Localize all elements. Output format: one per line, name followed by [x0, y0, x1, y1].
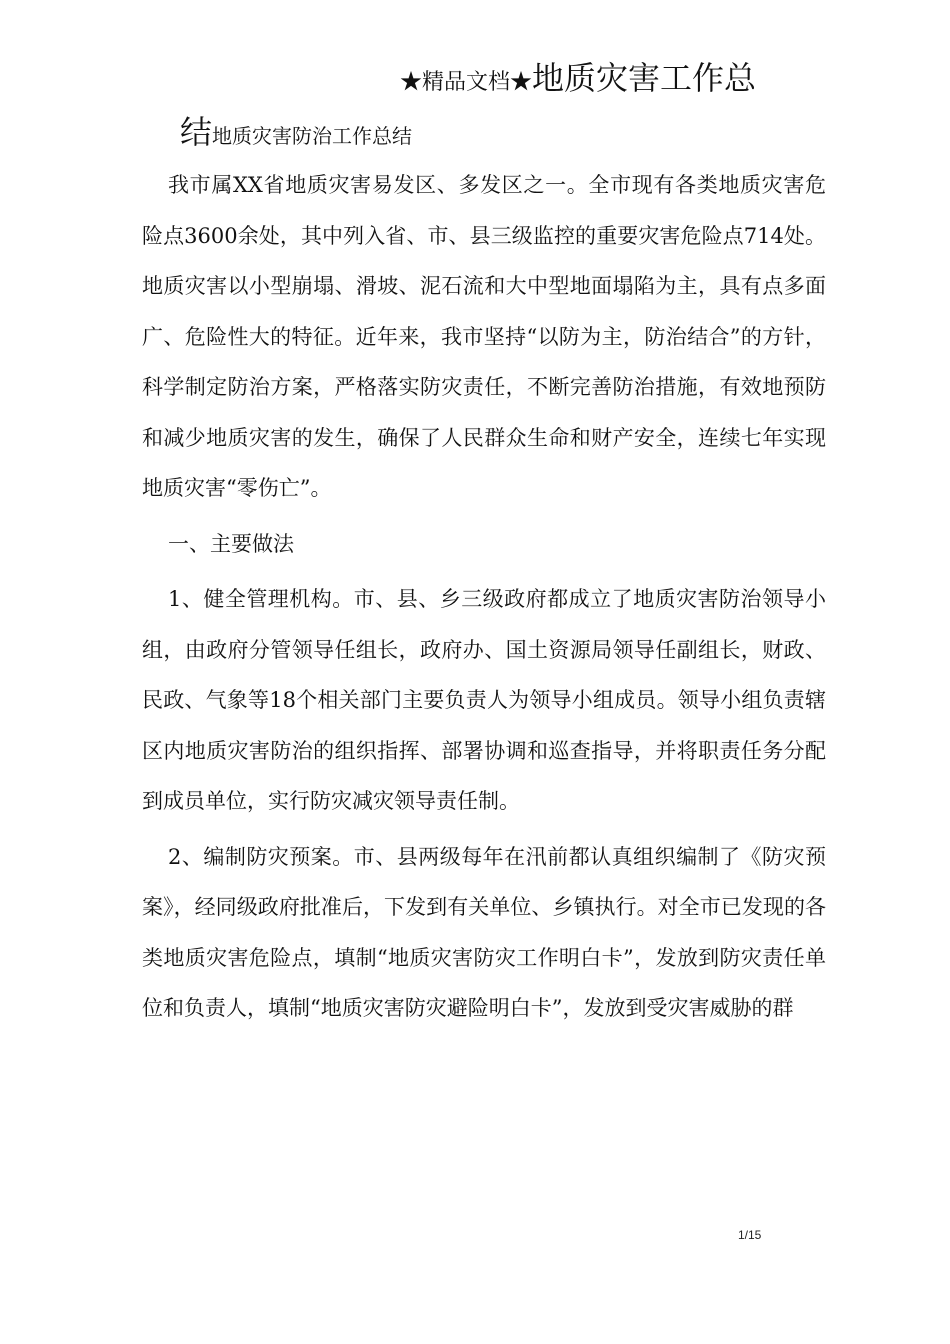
intro-paragraph: 我市属XX省地质灾害易发区、多发区之一。全市现有各类地质灾害危险点3600余处，其中列入省、市、县三级监控的重要灾害危险点714处。地质灾害以小型崩塌、滑坡、泥石流和大中型地面塌陷为主，具有点多面广、危险性大的特征。近年来，我市坚持“以防为主，防治结合”的方针，科学制定防治方案，严格落实防灾责任，不断完善防治措施，有效地预防和减少地质灾害的发生，确保了人民群众生命和财产安全，连续七年实现地质灾害“零伤亡”。 — [142, 173, 826, 500]
document-body — [142, 160, 826, 1039]
document-title — [400, 58, 756, 104]
title-overflow-char: 结 — [180, 113, 213, 151]
title-continuation — [180, 112, 412, 158]
body-paragraph-1: 1、健全管理机构。市、县、乡三级政府都成立了地质灾害防治领导小组，由政府分管领导任组长，政府办、国土资源局领导任副组长，财政、民政、气象等18个相关部门主要负责人为领导小组成员。领导小组负责辖区内地质灾害防治的组织指挥、部署协调和巡查指导，并将职责任务分配到成员单位，实行防灾减灾领导责任制。 — [142, 587, 826, 813]
section-heading: 一、主要做法 — [168, 531, 294, 556]
document-subtitle: 地质灾害防治工作总结 — [212, 124, 413, 148]
title-prefix: ★精品文档★ — [400, 70, 533, 95]
title-main: 地质灾害工作总 — [532, 59, 757, 97]
body-paragraph-2: 2、编制防灾预案。市、县两级每年在汛前都认真组织编制了《防灾预案》，经同级政府批准后，下发到有关单位、乡镇执行。对全市已发现的各类地质灾害危险点，填制“地质灾害防灾工作明白卡”，发放到防灾责任单位和负责人，填制“地质灾害防灾避险明白卡”，发放到受灾害威胁的群 — [142, 844, 826, 1020]
page-number: 1/15 — [738, 1228, 762, 1242]
